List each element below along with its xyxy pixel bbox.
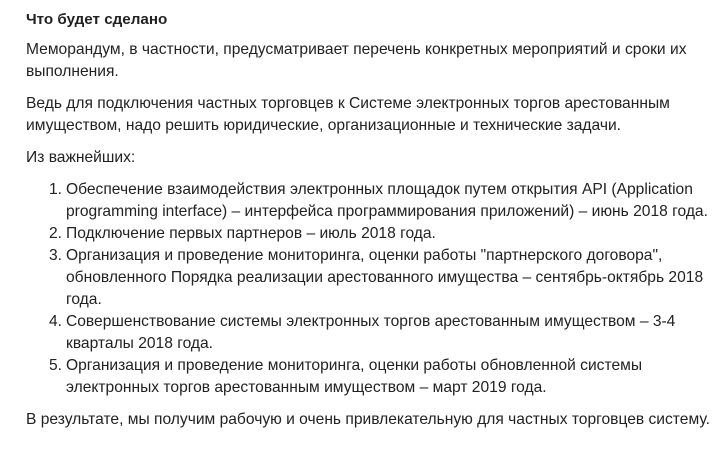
numbered-list	[26, 179, 717, 399]
list-item-number: 1.	[49, 181, 63, 198]
list-item-text: Организация и проведение мониторинга, оценки работы обновленной системы электронных торгов арестованным имуществом – март 2019 года.	[66, 357, 643, 396]
list-item	[26, 223, 717, 245]
list-item-text: Совершенствование системы электронных торгов арестованным имуществом – 3-4 кварталы 2018 года.	[66, 313, 676, 352]
list-item-number: 4.	[49, 313, 63, 330]
paragraph-conclusion: В результате, мы получим рабочую и очень привлекательную для частных торговцев систему.	[26, 411, 710, 428]
list-item	[26, 311, 717, 355]
list-item-text: Подключение первых партнеров – июль 2018 года.	[66, 225, 436, 242]
paragraph-most-important: Из важнейших:	[26, 149, 136, 166]
section-heading: Что будет сделано	[26, 11, 168, 28]
list-item-text: Обеспечение взаимодействия электронных площадок путем открытия API (Application programming interface) – интерфейса программирования приложений) – июнь 2018 года.	[66, 181, 708, 220]
list-item-text: Организация и проведение мониторинга, оценки работы "партнерского договора", обновленного Порядка реализации арестованного имущества – сентябрь-октябрь 2018 года.	[66, 247, 704, 308]
list-item	[26, 355, 717, 399]
list-item-number: 2.	[49, 225, 63, 242]
paragraph-memorandum: Меморандум, в частности, предусматривает перечень конкретных мероприятий и сроки их выполнения.	[26, 41, 687, 80]
paragraph-tasks: Ведь для подключения частных торговцев к Системе электронных торгов арестованным имуществом, надо решить юридические, организационные и технические задачи.	[26, 95, 670, 134]
list-item-number: 5.	[49, 357, 63, 374]
list-item-number: 3.	[49, 247, 63, 264]
list-item	[26, 179, 717, 223]
list-item	[26, 245, 717, 311]
